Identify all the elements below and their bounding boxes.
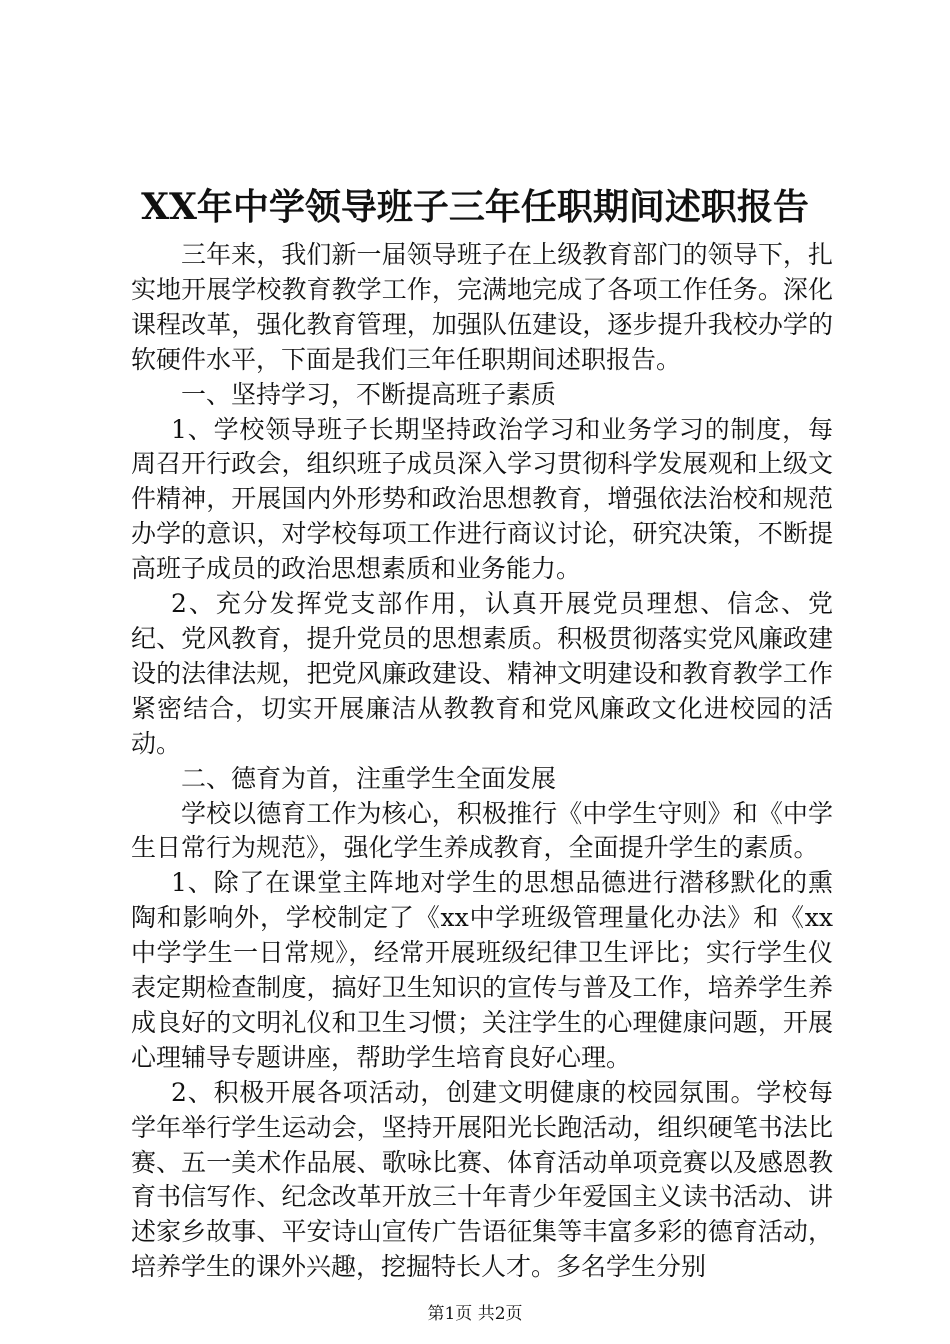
- paragraph-1-1: 1、学校领导班子长期坚持政治学习和业务学习的制度，每周召开行政会，组织班子成员深入学习贯彻科学发展观和上级文件精神，开展国内外形势和政治思想教育，增强依法治校和规范办学的意识，对学校每项工作进行商议讨论，研究决策，不断提高班子成员的政治思想素质和业务能力。: [131, 414, 833, 584]
- paragraph-2-1: 1、除了在课堂主阵地对学生的思想品德进行潜移默化的熏陶和影响外，学校制定了《xx中学班级管理量化办法》和《xx中学学生一日常规》，经常开展班级纪律卫生评比；实行学生仪表定期检查制度，搞好卫生知识的宣传与普及工作，培养学生养成良好的文明礼仪和卫生习惯；关注学生的心理健康问题，开展心理辅导专题讲座，帮助学生培育良好心理。: [131, 868, 833, 1072]
- page-footer: 第1页 共2页: [427, 1304, 523, 1324]
- paragraph-1-2: 2、充分发挥党支部作用，认真开展党员理想、信念、党纪、党风教育，提升党员的思想素质。积极贯彻落实党风廉政建设的法律法规，把党风廉政建设、精神文明建设和教育教学工作紧密结合，切实开展廉洁从教教育和党风廉政文化进校园的活动。: [131, 589, 833, 758]
- document-title: XX年中学领导班子三年任职期间述职报告: [141, 186, 809, 228]
- section-heading-1: 一、坚持学习，不断提高班子素质: [181, 379, 557, 409]
- document-body: [131, 238, 833, 1285]
- paragraph-2-intro: 学校以德育工作为核心，积极推行《中学生守则》和《中学生日常行为规范》，强化学生养成教育，全面提升学生的素质。: [131, 798, 833, 863]
- section-heading-2: 二、德育为首，注重学生全面发展: [181, 763, 557, 793]
- paragraph-2-2: 2、积极开展各项活动，创建文明健康的校园氛围。学校每学年举行学生运动会，坚持开展阳光长跑活动，组织硬笔书法比赛、五一美术作品展、歌咏比赛、体育活动单项竞赛以及感恩教育书信写作、纪念改革开放三十年青少年爱国主义读书活动、讲述家乡故事、平安诗山宣传广告语征集等丰富多彩的德育活动，培养学生的课外兴趣，挖掘特长人才。多名学生分别: [131, 1077, 833, 1282]
- paragraph-intro: 三年来，我们新一届领导班子在上级教育部门的领导下，扎实地开展学校教育教学工作，完满地完成了各项工作任务。深化课程改革，强化教育管理，加强队伍建设，逐步提升我校办学的软硬件水平，下面是我们三年任职期间述职报告。: [131, 240, 833, 374]
